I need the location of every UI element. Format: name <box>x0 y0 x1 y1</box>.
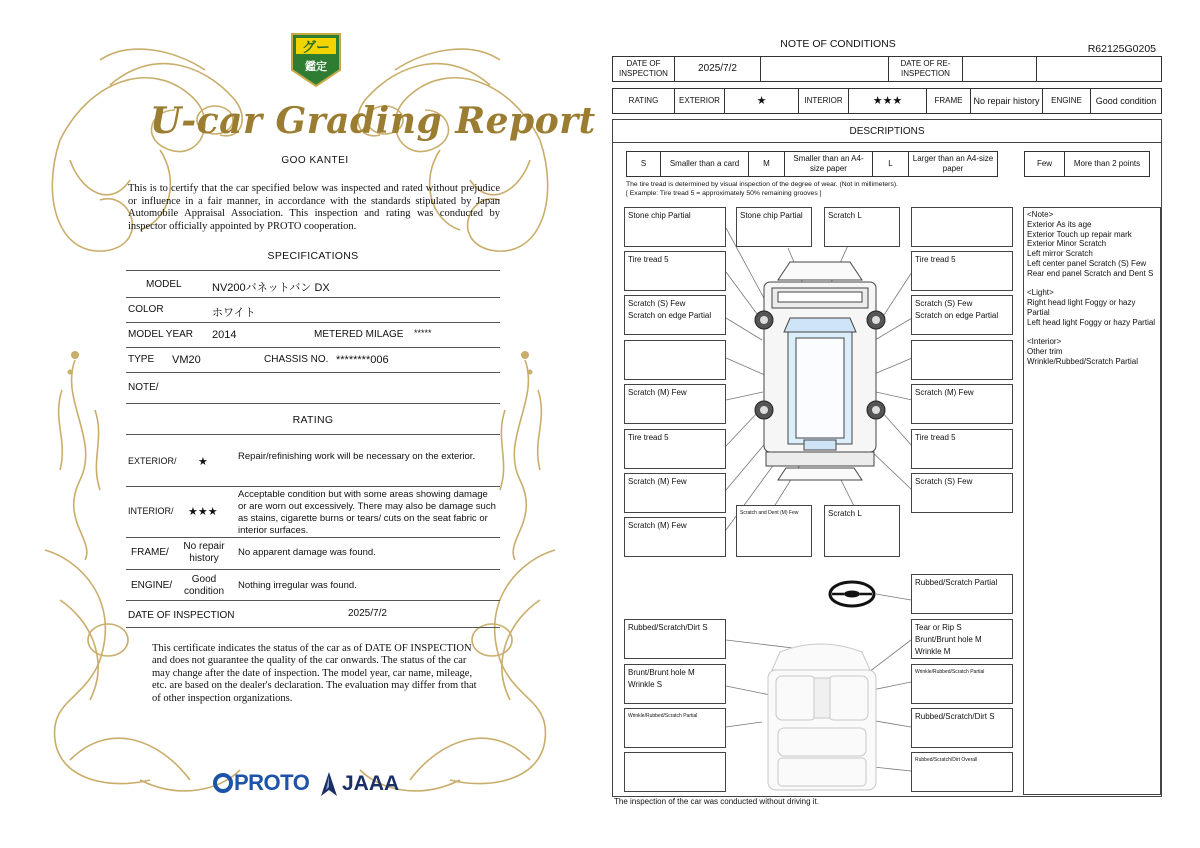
interior-note-right-4: Rubbed/Scratch/Dirt Overall <box>911 752 1013 792</box>
exterior-note-top-center-left: Stone chip Partial <box>736 207 812 247</box>
engine-value: Good condition <box>1091 89 1162 114</box>
divider <box>126 569 500 570</box>
divider <box>126 434 500 435</box>
model-year-value: 2014 <box>212 329 237 341</box>
exterior-note-right-3: Scratch (S) Few Scratch on edge Partial <box>911 295 1013 335</box>
color-value: ホワイト <box>212 307 256 319</box>
exterior-note-left-6: Tire tread 5 <box>624 429 726 469</box>
note-label: NOTE/ <box>128 382 159 393</box>
exterior-note-left-1: Stone chip Partial <box>624 207 726 247</box>
legend-l: L <box>873 152 909 177</box>
tread-note-line-2: [ Example: Tire tread 5 = approximately 50% remaining grooves ] <box>626 190 822 197</box>
date-of-inspection-label: DATE OF INSPECTION <box>613 57 675 82</box>
frame-label: FRAME/ <box>131 547 169 558</box>
exterior-note-left-7: Scratch (M) Few <box>624 473 726 513</box>
divider <box>126 347 500 348</box>
interior-note-right-2: Wrinkle/Rubbed/Scratch Partial <box>911 664 1013 704</box>
steering-wheel-icon <box>830 582 874 606</box>
exterior-value: ★ <box>725 89 799 114</box>
exterior-note-bottom-center-left: Scratch and Dent (M) Few <box>736 505 812 557</box>
exterior-note-left-2: Tire tread 5 <box>624 251 726 291</box>
svg-text:グー: グー <box>302 40 330 56</box>
date-of-inspection-value: 2025/7/2 <box>348 608 387 619</box>
frame-value: No repair history <box>183 541 225 564</box>
footer-disclaimer: This certificate indicates the status of the car as of DATE OF INSPECTION and does not guarantee the quality of the car onwards. The status of the car may change after the date of inspection. The model year, car name, mileage, etc. are based on the dealer's declaration. The evaluation may differ from that of other inspection organizations. <box>152 643 477 704</box>
intro-text: This is to certify that the car specified below was inspected and rated without prejudice or influence in a fair manner, in accordance with the standards stipulated by Japan Automobile Appraisal Association. This inspection and rating was conducted by inspector officially appointed by PROTO cooperation. <box>128 183 500 232</box>
proto-logo-icon <box>212 772 234 794</box>
legend-l-desc: Larger than an A4-size paper <box>909 152 998 177</box>
exterior-note-top-center-right: Scratch L <box>824 207 900 247</box>
exterior-note-right-6: Tire tread 5 <box>911 429 1013 469</box>
legend-m-desc: Smaller than an A4-size paper <box>785 152 873 177</box>
color-label: COLOR <box>128 304 164 315</box>
report-code: R62125G0205 <box>1087 43 1156 55</box>
exterior-label: EXTERIOR <box>675 89 725 114</box>
inspection-disclaimer: The inspection of the car was conducted without driving it. <box>614 797 819 806</box>
date-of-inspection-value: 2025/7/2 <box>675 57 761 82</box>
specifications-heading: SPECIFICATIONS <box>267 250 359 262</box>
descriptions-heading: DESCRIPTIONS <box>612 119 1162 143</box>
divider <box>126 403 500 404</box>
frame-label: FRAME <box>927 89 971 114</box>
date-of-inspection-label: DATE OF INSPECTION <box>128 610 235 621</box>
proto-logo: PROTO <box>234 770 310 795</box>
divider <box>126 486 500 487</box>
chassis-value: ********006 <box>336 354 389 366</box>
legend-s-desc: Smaller than a card <box>661 152 749 177</box>
notes-general: <Note> Exterior As its age Exterior Touch up repair mark Exterior Minor Scratch Left mirror Scratch Left center panel Scratch (S) Few Rear end panel Scratch and Dent S <box>1027 210 1154 278</box>
legend-few-desc: More than 2 points <box>1065 152 1150 177</box>
notes-interior: <Interior> Other trim Wrinkle/Rubbed/Scratch Partial <box>1027 337 1139 366</box>
tread-note-line-1: The tire tread is determined by visual inspection of the degree of wear. (Not in millimeters). <box>626 181 898 188</box>
rating-heading: RATING <box>292 414 334 426</box>
svg-text:鑑定: 鑑定 <box>305 60 327 73</box>
interior-stars: ★★★ <box>188 506 218 518</box>
interior-value: ★★★ <box>849 89 927 114</box>
model-label: MODEL <box>146 279 182 290</box>
engine-description: Nothing irregular was found. <box>238 580 357 591</box>
exterior-label: EXTERIOR/ <box>128 456 177 466</box>
frame-description: No apparent damage was found. <box>238 547 376 558</box>
metered-milage-label: METERED MILAGE <box>314 329 404 340</box>
legend-few: Few <box>1025 152 1065 177</box>
legend-s: S <box>627 152 661 177</box>
model-value: NV200バネットバン DX <box>212 282 330 294</box>
report-subtitle: GOO KANTEI <box>281 155 349 166</box>
legend-m: M <box>749 152 785 177</box>
divider <box>126 537 500 538</box>
exterior-note-left-5: Scratch (M) Few <box>624 384 726 424</box>
report-title: U-car Grading Report <box>150 100 596 142</box>
divider <box>126 270 500 271</box>
date-of-reinspection-label: DATE OF RE-INSPECTION <box>889 57 963 82</box>
note-of-conditions <box>600 0 1200 848</box>
interior-description: Acceptable condition but with some areas showing damage or are worn out excessively. There may also be damage such as stains, cigarette burns or tears/ cuts on the seat fabric or interior surfaces. <box>238 489 496 536</box>
divider <box>126 297 500 298</box>
goo-kantei-badge-icon <box>288 30 344 88</box>
notes-light: <Light> Right head light Foggy or hazy Partial Left head light Foggy or hazy Partial <box>1027 288 1156 327</box>
interior-note-right-3: Rubbed/Scratch/Dirt S <box>911 708 1013 748</box>
jaaa-logo-icon <box>318 770 340 798</box>
interior-note-left-2: Brunt/Brunt hole M Wrinkle S <box>624 664 726 704</box>
exterior-note-bottom-center-right: Scratch L <box>824 505 900 557</box>
exterior-note-right-7: Scratch (S) Few <box>911 473 1013 513</box>
rating-label: RATING <box>613 89 675 114</box>
type-label: TYPE <box>128 354 155 365</box>
interior-label: INTERIOR <box>799 89 849 114</box>
model-year-label: MODEL YEAR <box>128 329 194 340</box>
engine-label: ENGINE/ <box>131 580 173 591</box>
jaaa-logo: JAAA <box>342 772 400 795</box>
exterior-description: Repair/refinishing work will be necessary on the exterior. <box>238 451 476 462</box>
engine-label: ENGINE <box>1043 89 1091 114</box>
frame-value: No repair history <box>971 89 1043 114</box>
exterior-note-right-5: Scratch (M) Few <box>911 384 1013 424</box>
divider <box>126 372 500 373</box>
chassis-label: CHASSIS NO. <box>264 354 329 365</box>
divider <box>126 322 500 323</box>
exterior-note-right-2: Tire tread 5 <box>911 251 1013 291</box>
interior-note-left-3: Wrinkle/Rubbed/Scratch Partial <box>624 708 726 748</box>
exterior-note-left-3: Scratch (S) Few Scratch on edge Partial <box>624 295 726 335</box>
interior-note-right-1: Tear or Rip S Brunt/Brunt hole M Wrinkle M <box>911 619 1013 659</box>
interior-label: INTERIOR/ <box>128 506 174 516</box>
interior-note-steering: Rubbed/Scratch Partial <box>911 574 1013 614</box>
exterior-note-left-8: Scratch (M) Few <box>624 517 726 557</box>
divider <box>126 600 500 601</box>
exterior-stars: ★ <box>198 456 208 468</box>
note-title: NOTE OF CONDITIONS <box>780 38 896 50</box>
interior-note-left-1: Rubbed/Scratch/Dirt S <box>624 619 726 659</box>
divider <box>126 627 500 628</box>
engine-value: Good condition <box>183 574 225 597</box>
interior-note-left-4 <box>624 752 726 792</box>
type-value: VM20 <box>172 354 201 366</box>
metered-milage-value: ***** <box>414 328 432 338</box>
